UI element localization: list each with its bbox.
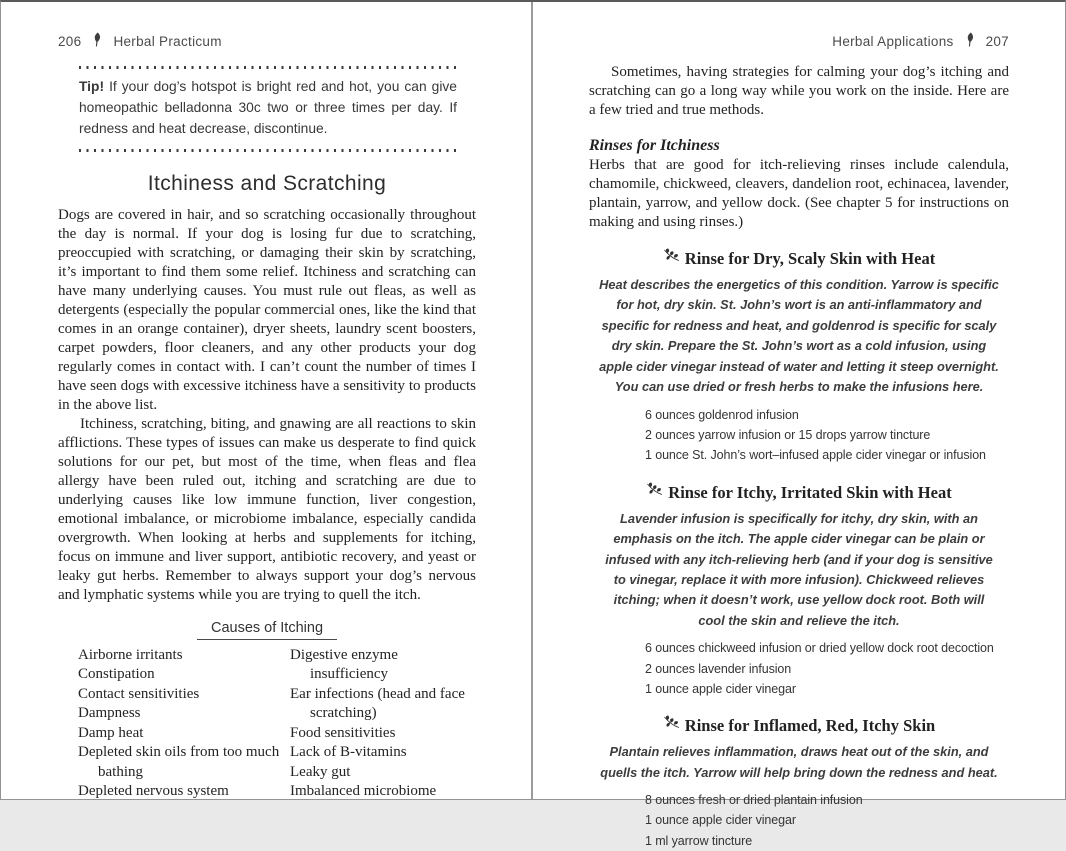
ingredient-line: 2 ounces yarrow infusion or 15 drops yarrow tincture — [645, 428, 931, 443]
ingredient-list — [645, 638, 1009, 699]
cause-item: Dampness — [78, 705, 141, 722]
recipe-description: Lavender infusion is specifically for itchy, dry skin, with an emphasis on the itch. The apple cider vinegar can be plain or infused with any itch-relieving herb (and if your dog is sensitive to vinegar, replace it with more infusion). Chickweed relieves itching; when it doesn’t work, use yellow dock root. Both will cool the skin and relieve the itch. — [605, 510, 993, 628]
sprig-icon — [663, 247, 680, 267]
recipe-title — [589, 716, 1009, 736]
ingredient-list — [645, 790, 1009, 851]
page-right — [533, 2, 1065, 848]
paragraph: Sometimes, having strategies for calming your dog’s itching and scratching can go a long way while you work on the inside. Here are a few tried and true methods. — [589, 64, 1009, 118]
running-head-right — [533, 32, 1009, 50]
dotted-rule-top — [79, 66, 457, 69]
ingredient-line: 8 ounces fresh or dried plantain infusion — [645, 793, 863, 808]
paragraph: Herbs that are good for itch-relieving rinses include calendula, chamomile, chickweed, cleavers, dandelion root, echinacea, lavender, plantain, yarrow, and yellow dock. (See chapter 5 for instructions on making and using rinses.) — [589, 157, 1009, 230]
paragraph: Dogs are covered in hair, and so scratching occasionally throughout the day is normal. If your dog is losing fur due to scratching, preoccupied with scratching, or damaging their skin by scratching, it’s important to find them some relief. Itchiness and scratching can have many underlying causes. You must rule out fleas, as well as detergents (especially the popular commercial ones, like the kind that comes in an orange container), dryer sheets, laundry scent boosters, carpet powders, floor cleaners, and any other products your dog regularly comes in contact with. I can’t count the number of times I have seen dogs with excessive itchiness have a sensitivity to products in the above list. — [58, 206, 476, 413]
page-left — [1, 2, 533, 799]
subsection-title: Rinses for Itchiness — [589, 137, 720, 154]
recipe-description: Heat describes the energetics of this condition. Yarrow is specific for hot, dry skin. St. John’s wort is an anti-inflammatory and specific for redness and heat, and goldenrod is specific for scaly dry skin. Prepare the St. John’s wort as a cold infusion, using apple cider vinegar instead of water and letting it steep overnight. You can use dried or fresh herbs to make the infusions here. — [599, 277, 999, 395]
cause-item: Lack of B-vitamins — [290, 744, 407, 761]
causes-table — [58, 619, 476, 802]
tip-label: Tip! — [79, 79, 105, 94]
recipe — [589, 483, 1009, 700]
cause-item: Airborne irritants — [78, 646, 183, 663]
causes-column-left — [78, 646, 290, 802]
ingredient-line: 2 ounces lavender infusion — [645, 661, 792, 676]
ingredient-list — [645, 405, 1009, 466]
recipe-description: Plantain relieves inflammation, draws heat out of the skin, and quells the itch. Yarrow will help bring down the redness and heat. — [600, 744, 998, 780]
running-head-left — [58, 32, 531, 50]
right-page-body — [589, 63, 1009, 851]
causes-title-wrap — [58, 619, 476, 640]
cause-item: Food sensitivities — [290, 724, 396, 741]
section-title: Itchiness and Scratching — [147, 171, 387, 195]
recipe-title — [589, 483, 1009, 503]
ingredient-line: 1 ounce apple cider vinegar — [645, 681, 796, 696]
paragraph: Itchiness, scratching, biting, and gnawing are all reactions to skin afflictions. These types of issues can make us desperate to find quick solutions for our pet, but most of the time, when fleas and flea allergy have been ruled out, itching and scratching are due to underlying causes like low immune function, liver congestion, emotional imbalance, or microbiome imbalance, especially candida overgrowth. When looking at herbs and supplements for itching, focus on immune and liver support, antibiotic recovery, and yeast or leaky gut herbs. Remember to always support your dog’s nervous and lymphatic systems while you are trying to quell the itch. — [58, 415, 476, 603]
causes-title: Causes of Itching — [197, 620, 337, 640]
tip-box — [79, 66, 457, 152]
page-number-left: 206 — [58, 33, 82, 49]
recipe-title — [589, 249, 1009, 269]
causes-columns — [58, 646, 476, 802]
leaf-icon — [92, 32, 104, 51]
ingredient-line: 6 ounces goldenrod infusion — [645, 407, 799, 422]
ingredient-line: 1 ounce St. John’s wort–infused apple cider vinegar or infusion — [645, 448, 986, 463]
ingredient-line: 1 ounce apple cider vinegar — [645, 813, 796, 828]
cause-item: Ear infections (head and face scratching) — [290, 685, 465, 722]
running-head-title-right: Herbal Applications — [832, 33, 954, 49]
cause-item: Damp heat — [78, 724, 144, 741]
ingredient-line: 1 ml yarrow tincture — [645, 833, 753, 848]
sprig-icon — [663, 714, 680, 734]
causes-column-right — [290, 646, 476, 802]
tip-body: If your dog’s hotspot is bright red and hot, you can give homeopathic belladonna 30c two or three times per day. If redness and heat decrease, discontinue. — [79, 79, 457, 136]
cause-item: Imbalanced microbiome — [290, 783, 437, 800]
running-head-title-left: Herbal Practicum — [113, 33, 222, 49]
sprig-icon — [646, 481, 663, 501]
page-number-right: 207 — [985, 33, 1009, 49]
cause-item: Depleted nervous system — [78, 783, 229, 800]
recipe-title-text: Rinse for Dry, Scaly Skin with Heat — [684, 249, 936, 268]
leaf-icon — [964, 32, 976, 51]
tip-text — [79, 77, 457, 140]
cause-item: Leaky gut — [290, 763, 351, 780]
recipe-title-text: Rinse for Itchy, Irritated Skin with Heat — [668, 482, 952, 502]
dotted-rule-bottom — [79, 149, 457, 152]
recipe — [589, 716, 1009, 851]
recipe — [589, 249, 1009, 466]
cause-item: Contact sensitivities — [78, 685, 200, 702]
recipe-title-text: Rinse for Inflamed, Red, Itchy Skin — [684, 716, 936, 736]
left-page-body — [58, 172, 476, 802]
cause-item: Constipation — [78, 666, 155, 683]
cause-item: Depleted skin oils from too much bathing — [78, 744, 280, 780]
cause-item: Digestive enzyme insufficiency — [290, 646, 398, 683]
ingredient-line: 6 ounces chickweed infusion or dried yellow dock root decoction — [645, 641, 994, 656]
